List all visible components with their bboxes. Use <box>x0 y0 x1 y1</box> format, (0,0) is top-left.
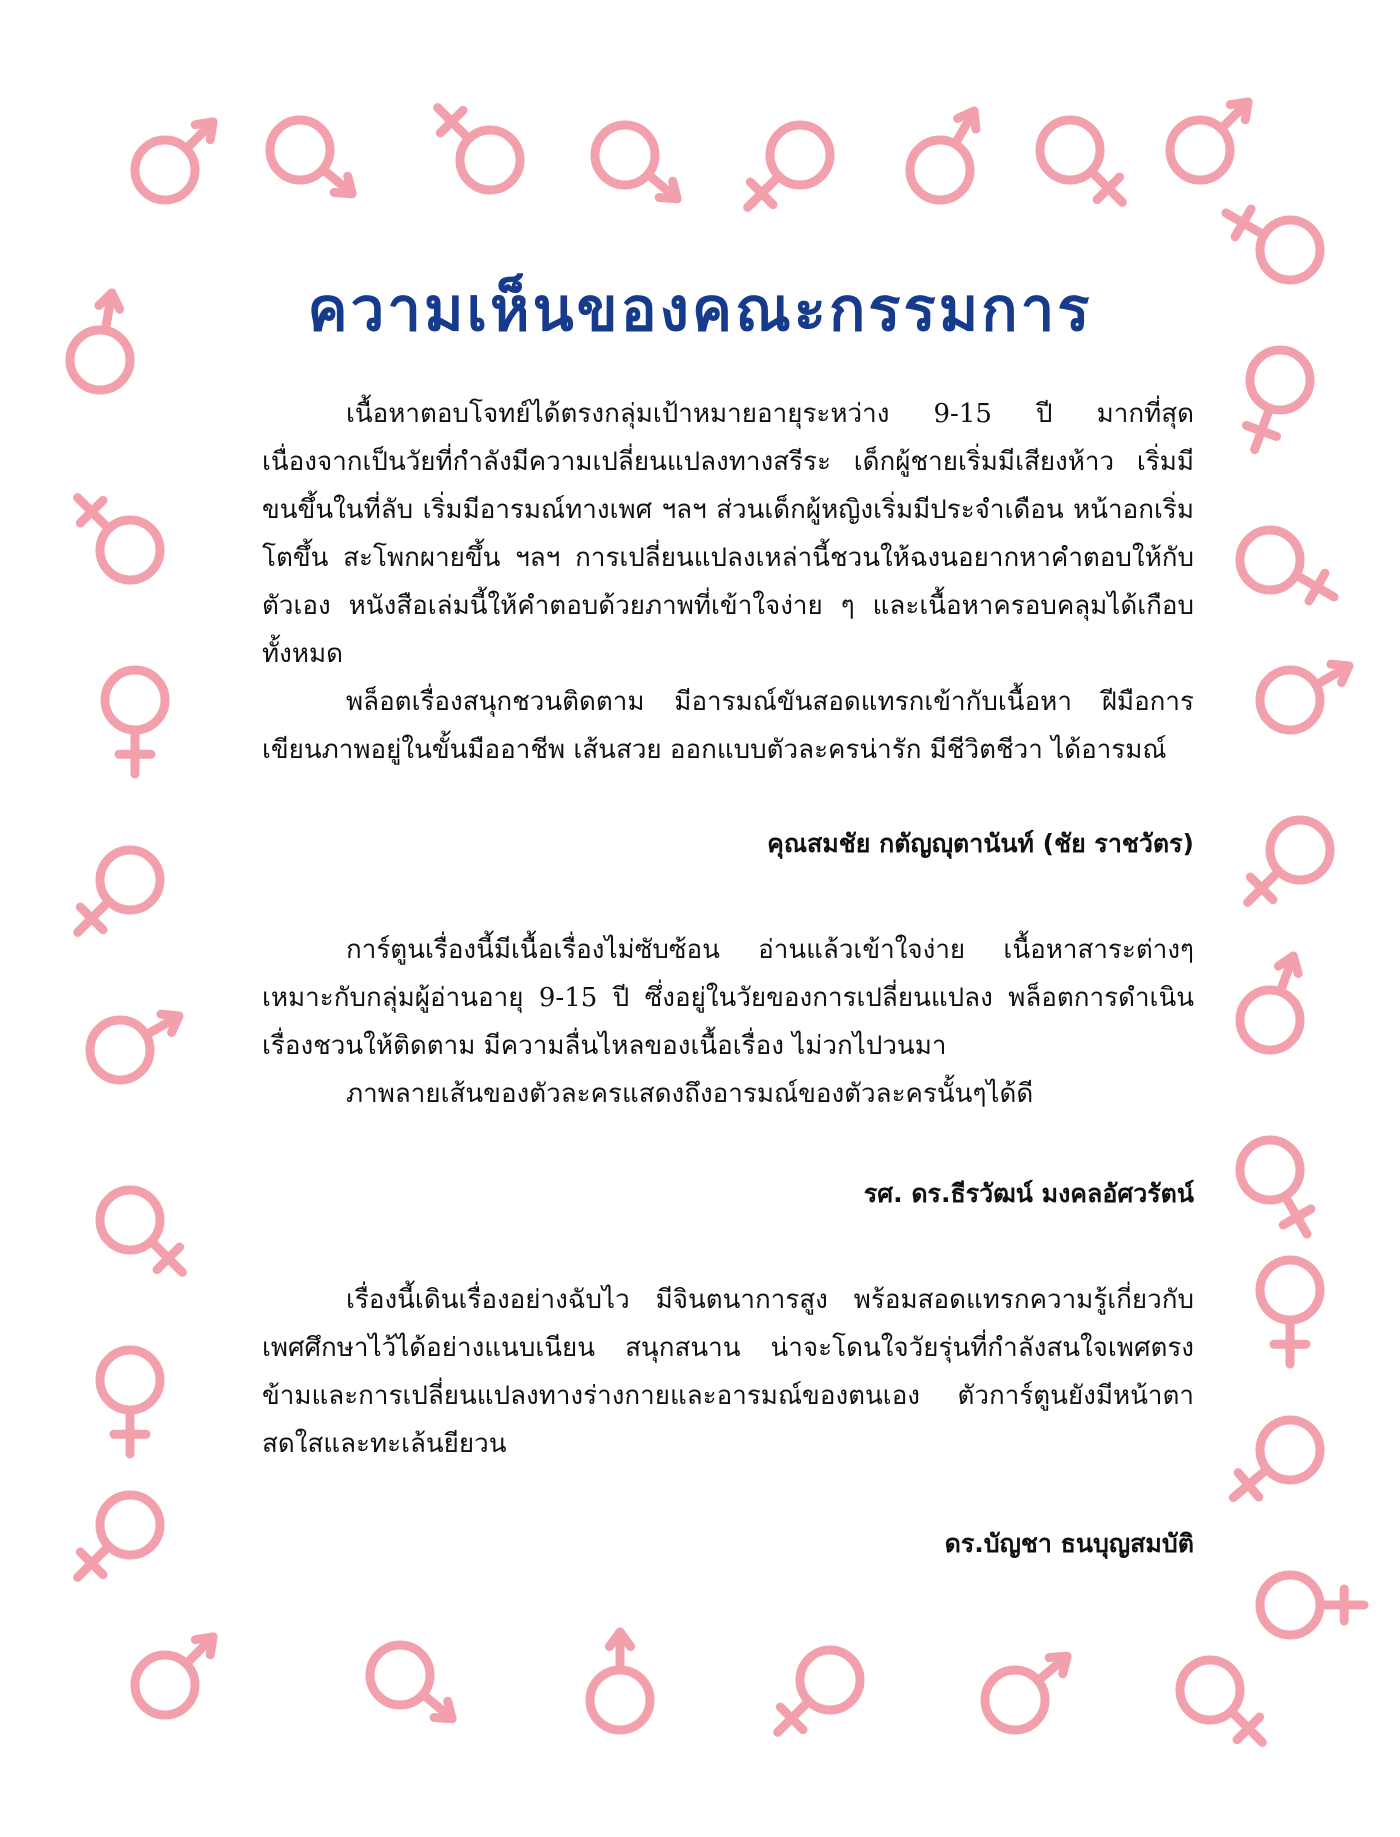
male-symbol-icon <box>595 125 677 199</box>
female-symbol-icon <box>1260 1260 1320 1364</box>
comment-paragraph: การ์ตูนเรื่องนี้มีเนื้อเรื่องไม่ซับซ้อน อ่านแล้วเข้าใจง่าย เนื้อหาสาระต่างๆ เหมาะกับกลุ่มผู้อ่านอายุ 9-15 ปี ซึ่งอยู่ในวัยของการเปลี่ยนแปลง พล็อตการดำเนินเรื่องชวนให้ติดตาม มีความลื่นไหลของเนื้อเรื่อง ไม่วกไปวนมา <box>262 935 1194 1061</box>
comment-block <box>262 390 1194 868</box>
female-symbol-icon <box>100 1350 160 1454</box>
female-symbol-icon <box>1040 120 1122 202</box>
female-symbol-icon <box>778 1650 860 1732</box>
female-symbol-icon <box>438 108 520 190</box>
female-symbol-icon <box>100 1190 182 1272</box>
female-symbol-icon <box>1240 530 1334 601</box>
comment-paragraph: ภาพลายเส้นของตัวละครแสดงถึงอารมณ์ของตัวละครนั้นๆได้ดี <box>346 1079 1034 1109</box>
signature: คุณสมชัย กตัญญุตานันท์ (ชัย ราชวัตร) <box>767 829 1194 858</box>
comment-block <box>262 926 1194 1218</box>
male-symbol-icon <box>1260 664 1349 730</box>
female-symbol-icon <box>78 498 160 580</box>
male-symbol-icon <box>270 120 352 194</box>
male-symbol-icon <box>910 111 976 200</box>
female-symbol-icon <box>105 670 165 774</box>
female-symbol-icon <box>1260 1575 1364 1635</box>
female-symbol-icon <box>1233 1420 1320 1498</box>
male-symbol-icon <box>985 1656 1067 1730</box>
signature: ดร.บัญชา ธนบุญสมบัติ <box>944 1529 1194 1558</box>
comment-paragraph: เนื้อหาตอบโจทย์ได้ตรงกลุ่มเป้าหมายอายุระหว่าง 9-15 ปี มากที่สุด เนื่องจากเป็นวัยที่กำลังมีความเปลี่ยนแปลงทางสรีระ เด็กผู้ชายเริ่มมีเสียงห้าว เริ่มมีขนขึ้นในที่ลับ เริ่มมีอารมณ์ทางเพศ ฯลฯ ส่วนเด็กผู้หญิงเริ่มมีประจำเดือน หน้าอกเริ่มโตขึ้น สะโพกผายขึ้น ฯลฯ การเปลี่ยนแปลงเหล่านี้ชวนให้ฉงนอยากหาคำตอบให้กับตัวเอง หนังสือเล่มนี้ให้คำตอบด้วยภาพที่เข้าใจง่าย ๆ และเนื้อหาครอบคลุมได้เกือบทั้งหมด <box>262 399 1194 669</box>
female-symbol-icon <box>78 1495 160 1577</box>
comment-block <box>262 1276 1194 1568</box>
comment-paragraph: เรื่องนี้เดินเรื่องอย่างฉับไว มีจินตนาการสูง พร้อมสอดแทรกความรู้เกี่ยวกับเพศศึกษาไว้ได้อย่างแนบเนียน สนุกสนาน น่าจะโดนใจวัยรุ่นที่กำลังสนใจเพศตรงข้ามและการเปลี่ยนแปลงทางร่างกายและอารมณ์ของตนเอง ตัวการ์ตูนยังมีหน้าตาสดใสและทะเล้นยียวน <box>262 1285 1194 1459</box>
female-symbol-icon <box>1246 350 1310 450</box>
female-symbol-icon <box>1180 1660 1262 1742</box>
comments-body <box>262 390 1194 1568</box>
male-symbol-icon <box>370 1645 452 1719</box>
male-symbol-icon <box>90 1014 179 1080</box>
female-symbol-icon <box>1248 820 1330 902</box>
male-symbol-icon <box>1240 956 1300 1050</box>
female-symbol-icon <box>1240 1140 1311 1234</box>
male-symbol-icon <box>135 122 213 200</box>
male-symbol-icon <box>1170 102 1248 180</box>
comment-paragraph: พล็อตเรื่องสนุกชวนติดตาม มีอารมณ์ขันสอดแทรกเข้ากับเนื้อหา ฝีมือการเขียนภาพอยู่ในขั้นมืออาชีพ เส้นสวย ออกแบบตัวละครน่ารัก มีชีวิตชีวา ได้อารมณ์ <box>262 687 1194 765</box>
female-symbol-icon <box>78 850 160 932</box>
page-title: ความเห็นของคณะกรรมการ <box>307 275 1093 345</box>
female-symbol-icon <box>748 125 830 207</box>
male-symbol-icon <box>135 1637 213 1715</box>
signature: รศ. ดร.ธีรวัฒน์ มงคลอัศวรัตน์ <box>863 1179 1194 1208</box>
male-symbol-icon <box>590 1632 650 1730</box>
